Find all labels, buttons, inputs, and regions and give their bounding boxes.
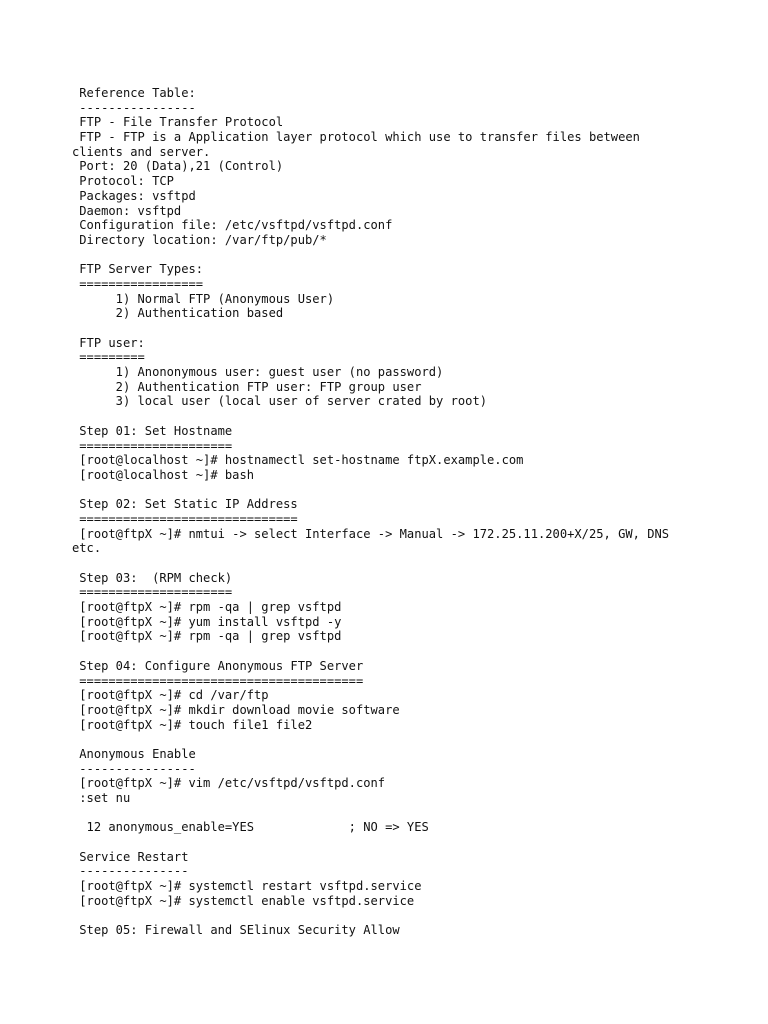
document-line: clients and server.: [72, 144, 211, 159]
document-line: [72, 483, 732, 498]
document-line: [root@ftpX ~]# systemctl restart vsftpd.service: [72, 879, 422, 894]
document-line: 2) Authentication based: [72, 306, 284, 321]
document-line: Protocol: TCP: [72, 174, 174, 189]
document-line: [root@localhost ~]# hostnamectl set-hostname ftpX.example.com: [72, 453, 524, 468]
document-line: Step 04: Configure Anonymous FTP Server: [72, 658, 364, 673]
document-line: Service Restart: [72, 849, 189, 864]
document-line: =====================: [72, 585, 233, 600]
document-line: [72, 644, 732, 659]
document-line: [root@ftpX ~]# rpm -qa | grep vsftpd: [72, 600, 342, 615]
document-line: Step 01: Set Hostname: [72, 423, 233, 438]
document-text: [72, 86, 732, 938]
document-line: [72, 248, 732, 263]
document-line: FTP - File Transfer Protocol: [72, 115, 284, 130]
document-line: =======================================: [72, 673, 364, 688]
document-line: =====================: [72, 438, 233, 453]
document-line: [72, 732, 732, 747]
document-line: etc.: [72, 541, 102, 556]
document-line: =================: [72, 276, 204, 291]
document-line: [72, 835, 732, 850]
document-line: 3) local user (local user of server crated by root): [72, 394, 488, 409]
document-line: ---------------: [72, 864, 189, 879]
document-line: ==============================: [72, 511, 298, 526]
document-line: [root@ftpX ~]# yum install vsftpd -y: [72, 614, 342, 629]
document-line: [72, 909, 732, 924]
document-line: FTP user:: [72, 335, 145, 350]
document-line: [72, 321, 732, 336]
document-line: Anonymous Enable: [72, 746, 196, 761]
document-line: [root@ftpX ~]# rpm -qa | grep vsftpd: [72, 629, 342, 644]
document-line: Configuration file: /etc/vsftpd/vsftpd.conf: [72, 218, 393, 233]
document-line: Port: 20 (Data),21 (Control): [72, 159, 284, 174]
document-line: Packages: vsftpd: [72, 188, 196, 203]
document-line: Daemon: vsftpd: [72, 203, 182, 218]
document-line: Reference Table:: [72, 86, 196, 100]
document-line: 1) Normal FTP (Anonymous User): [72, 291, 335, 306]
document-line: [root@ftpX ~]# nmtui -> select Interface -> Manual -> 172.25.11.200+X/25, GW, DNS: [72, 526, 670, 541]
document-line: Directory location: /var/ftp/pub/*: [72, 232, 327, 247]
document-line: [root@ftpX ~]# vim /etc/vsftpd/vsftpd.conf: [72, 776, 386, 791]
document-line: [72, 806, 732, 821]
document-line: :set nu: [72, 791, 131, 805]
document-line: [root@ftpX ~]# touch file1 file2: [72, 717, 313, 732]
document-line: [root@ftpX ~]# systemctl enable vsftpd.service: [72, 893, 415, 908]
document-line: ----------------: [72, 761, 196, 776]
document-line: [72, 556, 732, 571]
document-line: FTP Server Types:: [72, 262, 204, 277]
document-line: Step 05: Firewall and SElinux Security Allow: [72, 923, 400, 938]
document-line: ----------------: [72, 100, 196, 115]
document-line: [root@ftpX ~]# mkdir download movie software: [72, 702, 400, 717]
document-line: [72, 409, 732, 424]
document-line: [root@localhost ~]# bash: [72, 467, 255, 482]
document-line: Step 02: Set Static IP Address: [72, 497, 298, 512]
document-line: 12 anonymous_enable=YES ; NO => YES: [72, 820, 429, 835]
document-line: =========: [72, 350, 145, 365]
document-line: 1) Anononymous user: guest user (no password): [72, 365, 444, 380]
document-line: FTP - FTP is a Application layer protocol which use to transfer files between: [72, 130, 640, 145]
document-line: [root@ftpX ~]# cd /var/ftp: [72, 688, 269, 703]
document-line: Step 03: (RPM check): [72, 570, 233, 585]
document-line: 2) Authentication FTP user: FTP group user: [72, 379, 422, 394]
